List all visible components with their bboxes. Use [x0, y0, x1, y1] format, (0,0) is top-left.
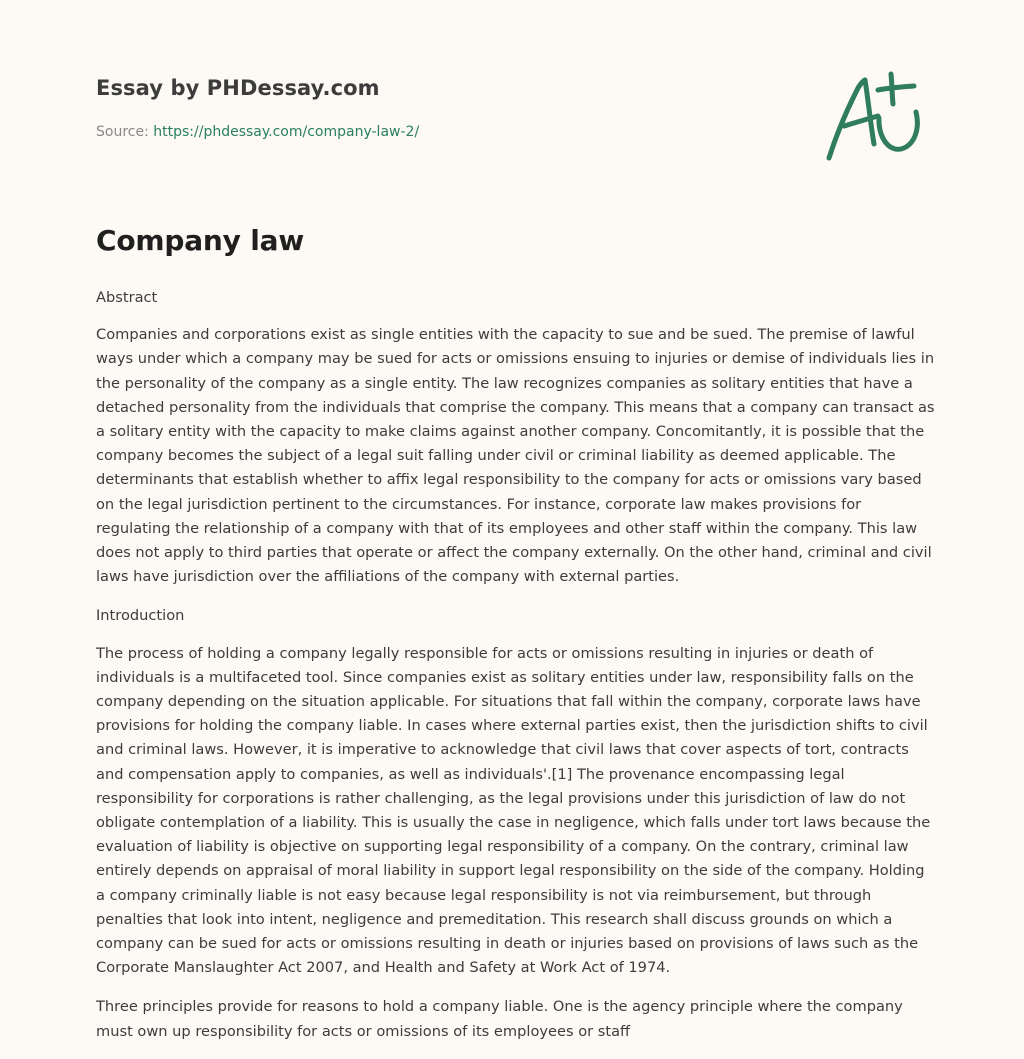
abstract-paragraph: Companies and corporations exist as single entities with the capacity to sue and be sued. The premise of lawful ways under which a company may be sued for acts or omissions ensuing to injuries or demise of individuals lies in the personality of the company as a single entity. The law recognizes companies as solitary entities that have a detached personality from the individuals that comprise the company. This means that a company can transact as a solitary entity with the capacity to make claims against another company. Concomitantly, it is possible that the company becomes the subject of a legal suit falling under civil or criminal liability as deemed applicable. The determinants that establish whether to affix legal responsibility to the company for acts or omissions vary based on the legal jurisdiction pertinent to the circumstances. For instance, corporate law makes provisions for regulating the relationship of a company with that of its employees and other staff within the company. This law does not apply to third parties that operate or affect the company externally. On the other hand, criminal and civil laws have jurisdiction over the affiliations of the company with external parties.	[96, 326, 935, 586]
principles-paragraph: Three principles provide for reasons to hold a company liable. One is the agency principle where the company must own up responsibility for acts or omissions of its employees or staff	[96, 998, 903, 1040]
source-line	[96, 124, 419, 140]
abstract-heading: Abstract	[96, 289, 158, 306]
introduction-heading: Introduction	[96, 607, 185, 625]
source-label: Source:	[96, 124, 154, 140]
essay-header	[96, 76, 928, 140]
a-plus-logo-icon	[822, 68, 928, 164]
introduction-paragraph: The process of holding a company legally responsible for acts or omissions resulting in injuries or death of individuals is a multifaceted tool. Since companies exist as solitary entities under law, responsibility falls on the company depending on the situation applicable. For situations that fall within the company, corporate laws have provisions for holding the company liable. In cases where external parties exist, then the jurisdiction shifts to civil and criminal laws. However, it is imperative to acknowledge that civil laws that cover aspects of tort, contracts and compensation apply to companies, as well as individuals'.[1] The provenance encompassing legal responsibility for corporations is rather challenging, as the legal provisions under this jurisdiction of law do not obligate contemplation of a liability. This is usually the case in negligence, which falls under tort laws because the evaluation of liability is objective on supporting legal responsibility of a company. On the contrary, criminal law entirely depends on appraisal of moral liability in support legal responsibility on the side of the company. Holding a company criminally liable is not easy because legal responsibility is not via reimbursement, but through penalties that look into intent, negligence and premeditation. This research shall discuss grounds on which a company can be sued for acts or omissions resulting in death or injuries based on provisions of laws such as the Corporate Manslaughter Act 2007, and Health and Safety at Work Act of 1974.	[96, 644, 931, 977]
source-link[interactable]: https://phdessay.com/company-law-2/	[153, 124, 420, 140]
brand-title: Essay by PHDessay.com	[96, 76, 380, 100]
essay-title: Company law	[96, 224, 304, 257]
essay-body	[96, 286, 936, 1059]
